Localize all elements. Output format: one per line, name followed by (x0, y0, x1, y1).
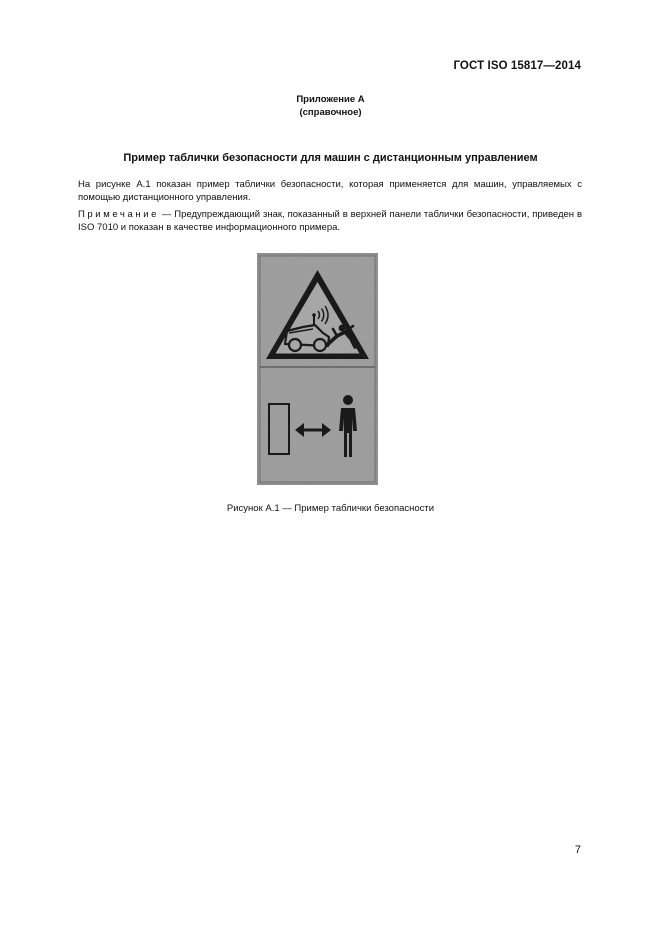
page-number: 7 (574, 844, 581, 856)
appendix-type: (справочное) (299, 107, 362, 118)
section-title: Пример таблички безопасности для машин с дистанционным управлением (123, 152, 538, 164)
appendix-title: Приложение А (296, 94, 365, 105)
note-paragraph (78, 209, 582, 234)
note-label: Примечание (78, 209, 159, 220)
figure-caption: Рисунок А.1 — Пример таблички безопасности (226, 503, 435, 514)
standard-code: ГОСТ ISO 15817—2014 (453, 60, 581, 72)
note-text: — Предупреждающий знак, показанный в верхней панели таблички безопасности, приведен в ISO 7010 и показан в качестве информационного примера. (78, 209, 582, 233)
safety-sign-figure (257, 253, 378, 485)
appendix-heading (0, 93, 661, 119)
body-paragraph (78, 179, 582, 204)
paragraph-text: На рисунке А.1 показан пример таблички безопасности, которая применяется для машин, управляемых с помощью дистанционного управления. (78, 179, 582, 203)
safety-sign-image (257, 253, 378, 485)
